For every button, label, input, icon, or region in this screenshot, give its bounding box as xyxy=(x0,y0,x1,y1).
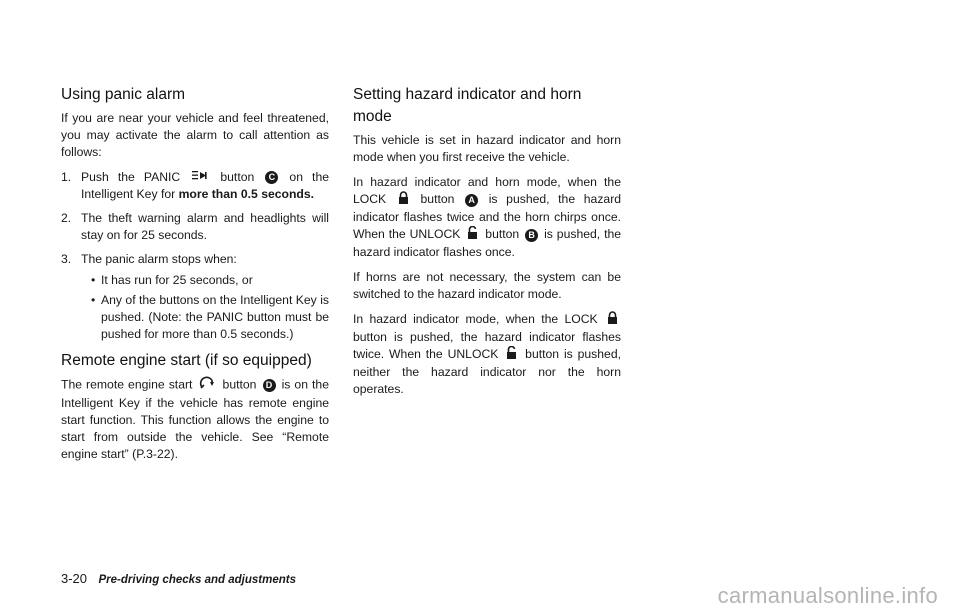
bullet-icon: • xyxy=(91,293,96,308)
remote-start-paragraph xyxy=(61,376,329,463)
bullet-icon: • xyxy=(91,273,96,288)
step-text: The theft warning alarm and headlights will stay on for 25 seconds. xyxy=(81,211,329,243)
panic-step-1 xyxy=(61,169,329,203)
unlock-icon xyxy=(506,346,517,364)
step-number: 3. xyxy=(61,252,72,267)
step-number: 1. xyxy=(61,170,72,184)
hazard-heading: Setting hazard indicator and horn mode xyxy=(353,86,582,125)
panic-step-2 xyxy=(61,210,329,244)
callout-a: A xyxy=(465,194,478,207)
right-column xyxy=(353,84,621,406)
para-text: is on the Intelligent Key if the vehicle has remote engine start function. This function allows the engine to start from outside the vehicle. See “Remote engine start” (P.3-22). xyxy=(61,378,329,462)
step-text: The panic alarm stops when: xyxy=(81,252,237,267)
callout-c: C xyxy=(265,171,278,184)
para-text: In hazard indicator and horn mode, when the LOCK xyxy=(353,175,621,207)
page-number: 3-20 xyxy=(61,571,88,586)
para-text: is pushed, the hazard indicator flashes once. xyxy=(353,227,622,259)
callout-d: D xyxy=(263,379,276,392)
bullet-text: It has run for 25 seconds, or xyxy=(101,273,253,288)
step-text: button xyxy=(220,170,255,184)
list-item xyxy=(81,292,329,343)
panic-step-3 xyxy=(61,251,329,343)
callout-b: B xyxy=(525,229,538,242)
para-text: button is pushed, the hazard indicator flashes twice. When the UNLOCK xyxy=(353,330,621,362)
panic-icon xyxy=(192,169,208,186)
panic-steps xyxy=(61,169,329,343)
para-text: button xyxy=(420,192,455,207)
list-item xyxy=(81,272,329,289)
remote-start-icon xyxy=(199,376,215,395)
unlock-icon xyxy=(467,226,478,244)
panic-alarm-heading: Using panic alarm xyxy=(61,86,186,103)
duration-emphasis: more than 0.5 seconds. xyxy=(178,187,315,202)
hazard-para-4 xyxy=(353,311,621,398)
hazard-para-3: If horns are not necessary, the system can be switched to the hazard indicator mode. xyxy=(353,270,621,301)
hazard-para-1: This vehicle is set in hazard indicator and horn mode when you first receive the vehicle. xyxy=(353,133,621,164)
para-text: button xyxy=(485,227,520,242)
para-text: The remote engine start xyxy=(61,378,193,392)
step-text: on the Intelligent Key for xyxy=(81,170,329,202)
bullet-text: Any of the buttons on the Intelligent Key is pushed. (Note: the PANIC button must be pushed for more than 0.5 seconds.) xyxy=(101,293,329,342)
watermark: carmanualsonline.info xyxy=(717,583,938,608)
para-text: In hazard indicator mode, when the LOCK xyxy=(353,312,598,327)
panic-intro: If you are near your vehicle and feel threatened, you may activate the alarm to call attention as follows: xyxy=(61,111,329,159)
step-number: 2. xyxy=(61,211,72,226)
para-text: is pushed, the hazard indicator flashes twice and the horn chirps once. When the UNLOCK xyxy=(353,192,622,242)
para-text: button is pushed, neither the hazard indicator nor the horn operates. xyxy=(353,347,621,396)
lock-icon xyxy=(607,311,618,329)
page-footer xyxy=(61,571,296,586)
remote-start-heading: Remote engine start (if so equipped) xyxy=(61,352,312,370)
hazard-para-2 xyxy=(353,174,621,261)
para-text: button xyxy=(222,378,257,392)
section-title: Pre-driving checks and adjustments xyxy=(98,574,296,586)
step-text: Push the PANIC xyxy=(81,170,181,184)
left-column xyxy=(61,84,329,471)
stop-conditions xyxy=(81,272,329,343)
lock-icon xyxy=(398,191,409,209)
